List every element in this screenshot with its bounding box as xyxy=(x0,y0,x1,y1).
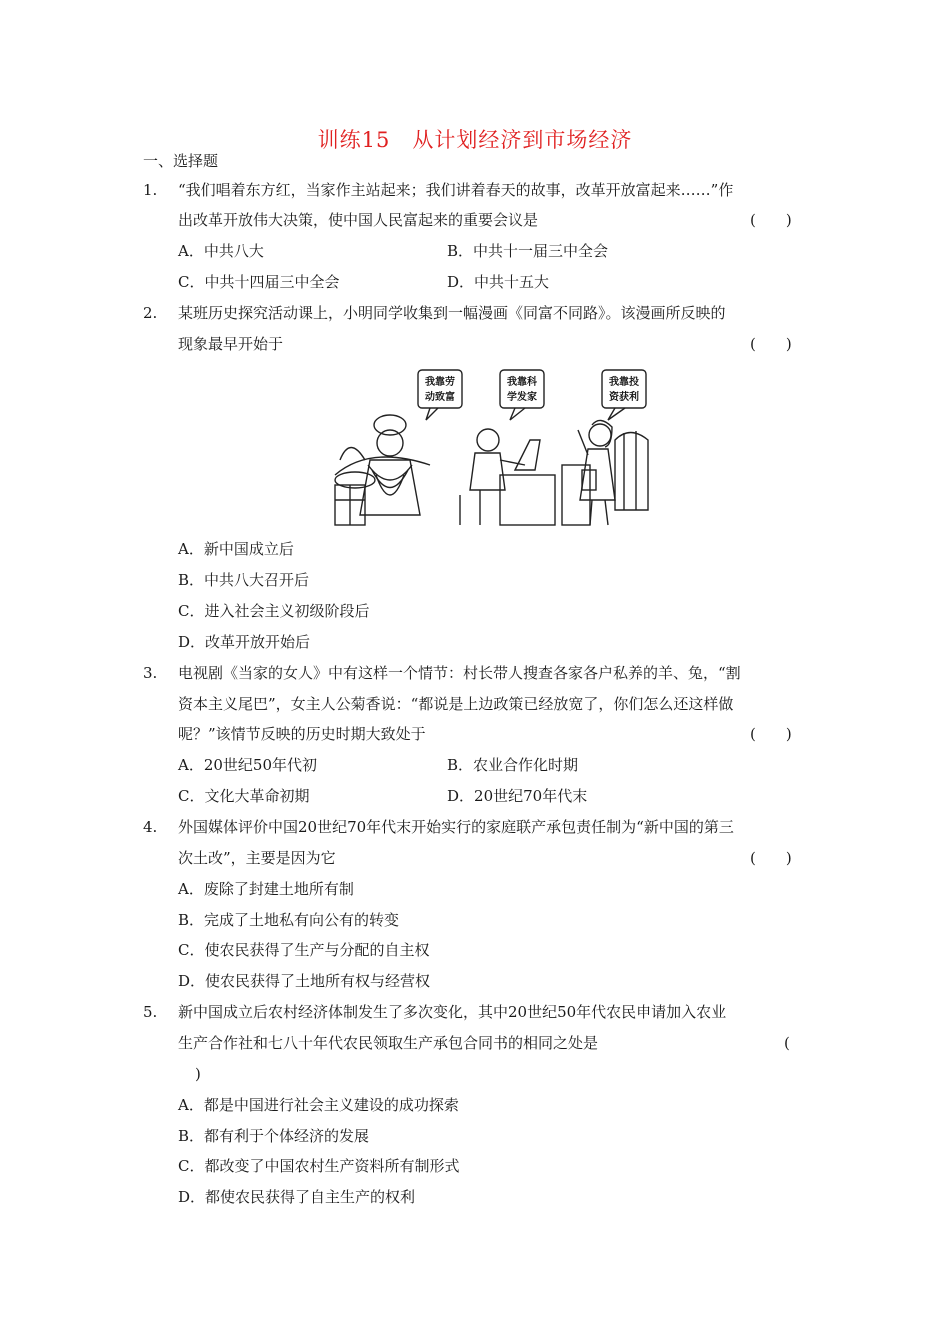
option-a: A．中共八大 xyxy=(178,242,264,260)
answer-paren: ( ) xyxy=(750,335,792,353)
answer-paren: ( ) xyxy=(750,725,792,743)
bubble-1-line2: 动致富 xyxy=(425,392,455,403)
question-number: 2. xyxy=(143,304,158,322)
question-text: 新中国成立后农村经济体制发生了多次变化，其中20世纪50年代农民申请加入农业 xyxy=(178,1003,727,1021)
question-number: 5. xyxy=(143,1003,158,1021)
question-text: 外国媒体评价中国20世纪70年代末开始实行的家庭联产承包责任制为“新中国的第三 xyxy=(178,818,734,836)
question-number: 1. xyxy=(143,181,158,199)
question-number: 3. xyxy=(143,664,158,682)
answer-paren-open: ( xyxy=(784,1034,790,1052)
answer-paren: ( ) xyxy=(750,211,792,229)
option-c: C．进入社会主义初级阶段后 xyxy=(178,602,370,620)
option-c: C．使农民获得了生产与分配的自主权 xyxy=(178,941,430,959)
question-text: 出改革开放伟大决策，使中国人民富起来的重要会议是 xyxy=(178,211,539,229)
answer-paren-close: ) xyxy=(195,1065,201,1083)
section-heading: 一、选择题 xyxy=(143,152,219,170)
comic-illustration xyxy=(330,365,650,530)
question-text: 某班历史探究活动课上，小明同学收集到一幅漫画《同富不同路》。该漫画所反映的 xyxy=(178,304,726,322)
option-a: A．20世纪50年代初 xyxy=(178,756,318,774)
question-text: 呢？”该情节反映的历史时期大致处于 xyxy=(178,725,426,743)
option-b: B．农业合作化时期 xyxy=(447,756,579,774)
page-title: 训练15 从计划经济到市场经济 xyxy=(317,128,633,152)
option-b: B．完成了土地私有向公有的转变 xyxy=(178,911,400,929)
bubble-2-line2: 学发家 xyxy=(507,392,537,403)
option-d: D．20世纪70年代末 xyxy=(447,787,588,805)
option-c: C．文化大革命初期 xyxy=(178,787,310,805)
option-d: D．改革开放开始后 xyxy=(178,633,311,651)
bubble-3-line1: 我靠投 xyxy=(609,377,639,388)
option-a: A．废除了封建土地所有制 xyxy=(178,880,354,898)
option-c: C．中共十四届三中全会 xyxy=(178,273,340,291)
option-b: B．都有利于个体经济的发展 xyxy=(178,1127,370,1145)
question-text: 次土改”，主要是因为它 xyxy=(178,849,336,867)
option-b: B．中共八大召开后 xyxy=(178,571,310,589)
bubble-2-line1: 我靠科 xyxy=(507,377,537,388)
question-text: “我们唱着东方红，当家作主站起来；我们讲着春天的故事，改革开放富起来……”作 xyxy=(178,181,734,199)
bubble-1-line1: 我靠劳 xyxy=(425,377,455,388)
question-text: 生产合作社和七八十年代农民领取生产承包合同书的相同之处是 xyxy=(178,1034,599,1052)
option-b: B．中共十一届三中全会 xyxy=(447,242,609,260)
option-a: A．都是中国进行社会主义建设的成功探索 xyxy=(178,1096,459,1114)
bubble-3-line2: 资获利 xyxy=(609,392,639,403)
option-d: D．使农民获得了土地所有权与经营权 xyxy=(178,972,431,990)
option-c: C．都改变了中国农村生产资料所有制形式 xyxy=(178,1157,460,1175)
question-text: 电视剧《当家的女人》中有这样一个情节：村长带人搜查各家各户私养的羊、兔，“割 xyxy=(178,664,741,682)
question-number: 4. xyxy=(143,818,158,836)
question-text: 资本主义尾巴”，女主人公菊香说：“都说是上边政策已经放宽了，你们怎么还这样做 xyxy=(178,695,734,713)
option-d: D．中共十五大 xyxy=(447,273,550,291)
answer-paren: ( ) xyxy=(750,849,792,867)
option-a: A．新中国成立后 xyxy=(178,540,294,558)
option-d: D．都使农民获得了自主生产的权利 xyxy=(178,1188,416,1206)
question-text: 现象最早开始于 xyxy=(178,335,284,353)
